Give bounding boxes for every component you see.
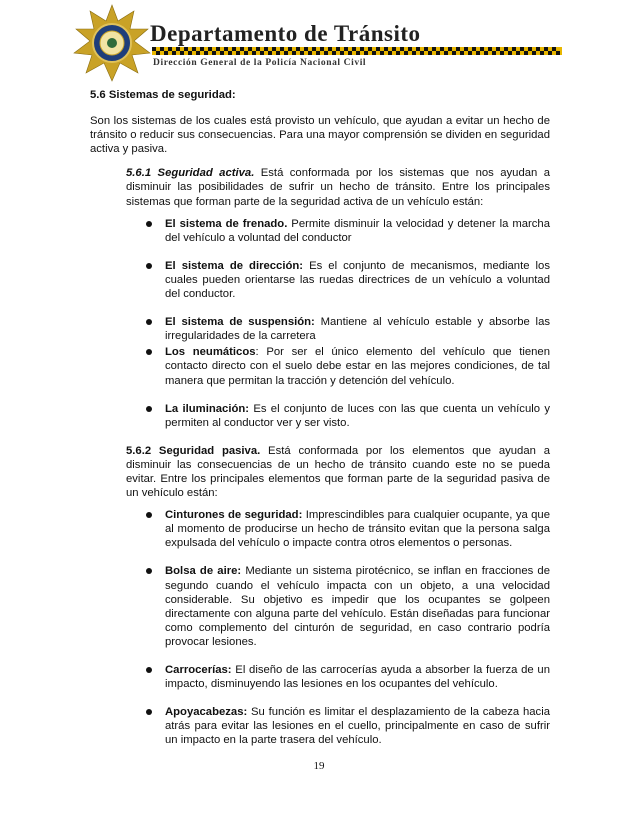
item-term: El sistema de frenado.: [165, 217, 288, 230]
item-term: Cinturones de seguridad:: [165, 509, 303, 522]
passive-safety-paragraph: [126, 444, 550, 500]
item-term: La iluminación:: [165, 402, 250, 415]
bullet-icon: [146, 406, 152, 412]
list-item: [146, 663, 550, 691]
police-star-emblem-icon: [72, 3, 152, 83]
list-item: [146, 564, 550, 649]
item-text: Imprescindibles para cualquier ocupante, ya que al momento de producirse un hecho de tránsito evitan que la persona salga expulsada del vehículo o impacte contra otros elementos o personas.: [165, 509, 550, 550]
bullet-icon: [146, 221, 152, 227]
item-text: Mantiene al vehículo estable y absorbe las irregularidades de la carretera: [165, 316, 550, 343]
passive-safety-text: Está conformada por los elementos que ayudan a disminuir las consecuencias de un hecho de tránsito cuando este no se pueda evitar. Entre los principales elementos que forman parte de la seguridad pasiva de un vehículo están:: [126, 444, 550, 500]
item-text: Mediante un sistema pirotécnico, se inflan en fracciones de segundo cuando el vehículo impacta con un objeto, a una velocidad considerable. Su objetivo es impedir que los ocupantes se golpeen directamente con alguna parte del vehículo. Están diseñadas para funcionar como complemento del cinturón de seguridad, en caso contrario podría provocar lesiones.: [165, 565, 550, 648]
document-header: [72, 3, 572, 85]
page-content: [90, 88, 550, 761]
header-title: Departamento de Tránsito: [150, 21, 421, 46]
section-intro: Son los sistemas de los cuales está provisto un vehículo, que ayudan a evitar un hecho de tránsito o reducir sus consecuencias. Para una mayor comprensión se dividen en seguridad activa y pasiva.: [90, 115, 550, 156]
item-text: : Por ser el único elemento del vehículo que tienen contacto directo con el suelo debe estar en las mejores condiciones, de tal manera que permitan la tracción y detención del vehículo.: [165, 346, 550, 387]
section-heading: 5.6 Sistemas de seguridad:: [90, 89, 236, 101]
checkered-band: [152, 47, 562, 55]
active-safety-text: Está conformada por los sistemas que nos ayudan a disminuir las posibilidades de sufrir un hecho de tránsito. Entre los principales sistemas que forman parte de la seguridad activa de un vehículo están:: [126, 167, 550, 208]
header-subtitle: Dirección General de la Policía Nacional Civil: [153, 58, 367, 68]
bullet-icon: [146, 319, 152, 325]
item-term: Bolsa de aire:: [165, 565, 242, 578]
list-item: [146, 705, 550, 747]
bullet-icon: [146, 667, 152, 673]
item-text: Es el conjunto de luces con las que cuenta un vehículo y permiten al conductor ver y ser visto.: [165, 402, 550, 429]
item-term: El sistema de dirección:: [165, 259, 304, 272]
active-safety-section: [126, 166, 550, 747]
active-safety-title: 5.6.1 Seguridad activa.: [126, 167, 255, 180]
bullet-icon: [146, 709, 152, 715]
item-term: Carrocerías:: [165, 664, 232, 676]
list-item: [146, 508, 550, 550]
bullet-icon: [146, 568, 152, 574]
active-safety-list: [146, 217, 550, 430]
item-term: Apoyacabezas:: [165, 706, 248, 719]
passive-safety-title: 5.6.2 Seguridad pasiva.: [126, 444, 261, 457]
bullet-icon: [146, 349, 152, 355]
item-text: Es el conjunto de mecanismos, mediante los cuales pueden orientarse las ruedas directrices de un vehículo a voluntad del conductor.: [165, 259, 550, 301]
item-term: Los neumáticos: [165, 346, 256, 359]
active-safety-paragraph: [126, 166, 550, 208]
list-item: [146, 402, 550, 430]
passive-safety-list: [146, 508, 550, 747]
item-text: Permite disminuir la velocidad y detener la marcha del vehículo a voluntad del conductor: [165, 217, 550, 244]
page-number: 19: [313, 760, 325, 772]
list-item: [146, 259, 550, 301]
item-term: El sistema de suspensión:: [165, 316, 315, 329]
bullet-icon: [146, 263, 152, 269]
item-text: El diseño de las carrocerías ayuda a absorber la fuerza de un impacto, disminuyendo las lesiones en los ocupantes del vehículo.: [165, 664, 550, 691]
bullet-icon: [146, 512, 152, 518]
item-text: Su función es limitar el desplazamiento de la cabeza hacia atrás para evitar las lesiones en el cuello, principalmente en caso de sufrir un impacto en la parte trasera del vehículo.: [165, 706, 550, 747]
list-item: [146, 315, 550, 343]
list-item: [146, 217, 550, 245]
list-item: [146, 345, 550, 387]
